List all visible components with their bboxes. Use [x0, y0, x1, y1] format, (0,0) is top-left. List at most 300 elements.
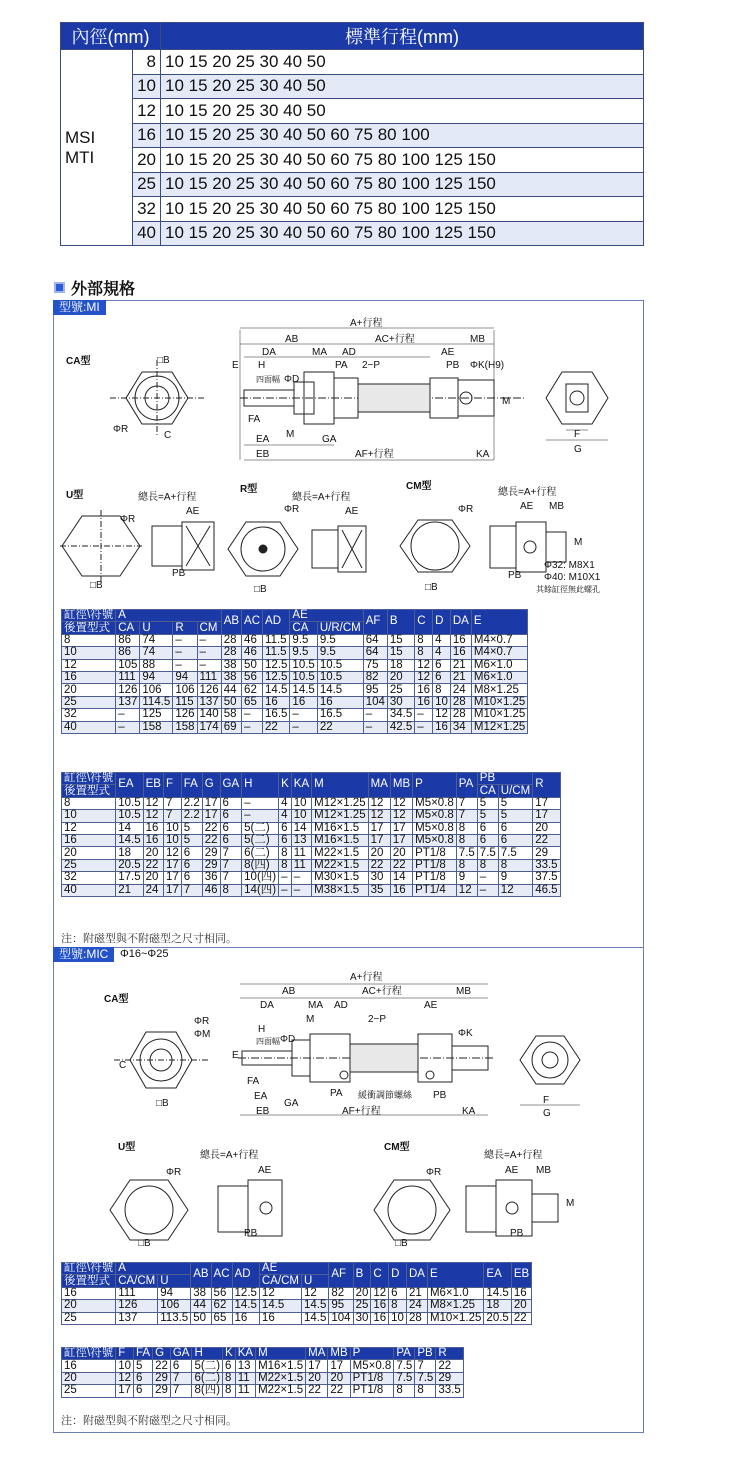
table-cell: 74: [140, 647, 173, 659]
table-row: [62, 1385, 464, 1397]
table-cell: 29: [202, 847, 220, 859]
mi-cm-label: CM型: [406, 481, 432, 492]
table-cell: E: [427, 1263, 483, 1288]
table-cell: 6: [181, 847, 202, 859]
table-cell: 7: [163, 810, 181, 822]
table-cell: U: [140, 622, 173, 634]
table-cell: 106: [158, 1300, 191, 1312]
table-cell: EB: [511, 1263, 531, 1288]
mic-g-label: G: [543, 1108, 551, 1119]
table-cell: –: [291, 872, 311, 884]
table-row: [62, 634, 528, 646]
mic-u-label: U型: [118, 1142, 136, 1153]
table-cell: 7.5: [498, 847, 532, 859]
table-cell: 104: [363, 696, 387, 708]
table-cell: 6: [433, 659, 451, 671]
table-cell: M5×0.8: [413, 797, 457, 809]
table-cell: 14.5: [290, 684, 317, 696]
table-cell: M: [256, 1348, 306, 1360]
mic-spec-table-1: [61, 1262, 532, 1325]
table-cell: –: [197, 634, 221, 646]
table-cell: 34: [450, 721, 471, 733]
mic-fa-label: FA: [247, 1076, 260, 1087]
table-cell: K: [279, 773, 292, 798]
table-cell: 7.5: [394, 1372, 415, 1384]
table-cell: 16: [433, 721, 451, 733]
table-cell: 12: [301, 1287, 328, 1299]
table-cell: 22: [202, 834, 220, 846]
table-cell: 14: [291, 822, 311, 834]
table-cell: 38: [221, 659, 241, 671]
table-cell: 12: [415, 671, 433, 683]
table-cell: 8: [456, 859, 477, 871]
table-cell: 5(二): [242, 834, 279, 846]
table-cell: 8: [389, 1300, 407, 1312]
mic-pb-label: PB: [433, 1090, 447, 1101]
table-cell: 6: [134, 1385, 153, 1397]
table-cell: EA: [484, 1263, 511, 1288]
table-cell: 7: [220, 872, 242, 884]
table-cell: 8: [498, 859, 532, 871]
table-cell: MA: [306, 1348, 328, 1360]
table-cell: 24: [450, 684, 471, 696]
table-cell: AB: [191, 1263, 211, 1288]
table-cell: 65: [211, 1312, 232, 1324]
table-cell: 4: [279, 810, 292, 822]
table-cell: 6: [220, 822, 242, 834]
stroke-row: [61, 172, 644, 197]
table-cell: 62: [242, 684, 263, 696]
table-cell: 6: [181, 872, 202, 884]
mi-r-b-label: □B: [254, 584, 267, 595]
table-cell: 20: [143, 847, 163, 859]
table-cell: 14.5: [301, 1312, 328, 1324]
table-cell: AC: [211, 1263, 232, 1288]
table-cell: 24: [406, 1300, 427, 1312]
table-cell: 82: [363, 671, 387, 683]
mic-model-tag: 型號:MIC: [53, 947, 114, 962]
table-cell: –: [197, 659, 221, 671]
table-cell: –: [415, 709, 433, 721]
mic-a-stroke-label: A+行程: [350, 972, 383, 983]
table-cell: –: [242, 810, 279, 822]
table-cell: AB: [221, 610, 241, 635]
mi-ac-stroke-label: AC+行程: [375, 334, 415, 345]
mi-a-stroke-label: A+行程: [350, 318, 383, 329]
table-cell: 7.5: [415, 1372, 436, 1384]
mic-u-phir-label: ΦR: [166, 1167, 182, 1178]
table-cell: M8×1.25: [471, 684, 527, 696]
table-cell: –: [173, 634, 197, 646]
table-cell: 22: [328, 1385, 350, 1397]
table-cell: 14.5: [301, 1300, 328, 1312]
table-row: [62, 1263, 532, 1275]
bore-cell: 10: [133, 74, 161, 99]
table-cell: 13: [235, 1360, 255, 1372]
table-cell: M6×1.0: [471, 659, 527, 671]
table-cell: 6: [223, 1360, 236, 1372]
table-cell: 16: [371, 1312, 389, 1324]
table-cell: H: [242, 773, 279, 798]
table-cell: U: [158, 1275, 191, 1287]
table-cell: 46: [242, 647, 263, 659]
table-row: [62, 810, 561, 822]
model-msi: MSI: [65, 127, 96, 147]
mi-pa-label: PA: [335, 360, 348, 371]
table-cell: 16: [143, 822, 163, 834]
table-cell: 105: [116, 659, 140, 671]
table-cell: –: [242, 797, 279, 809]
table-cell: 8: [279, 847, 292, 859]
table-cell: 28: [450, 696, 471, 708]
table-cell: 12: [415, 659, 433, 671]
table-cell: 6: [170, 1360, 192, 1372]
mic-2p-label: 2−P: [368, 1014, 387, 1025]
mic-ae-label: AE: [424, 1000, 438, 1011]
table-cell: P: [413, 773, 457, 798]
table-cell: 86: [116, 634, 140, 646]
stroke-table: [60, 22, 644, 246]
table-cell: 125: [140, 709, 173, 721]
mi-2p-label: 2−P: [362, 360, 381, 371]
table-cell: EB: [143, 773, 163, 798]
table-cell: –: [116, 721, 140, 733]
table-cell: PT1/4: [413, 884, 457, 896]
table-cell: –: [290, 709, 317, 721]
table-cell: 10.5: [317, 659, 363, 671]
table-cell: 12: [371, 1287, 389, 1299]
table-cell: 20: [306, 1372, 328, 1384]
strokes-cell: 10 15 20 25 30 40 50 60 75 80 100 125 150: [161, 148, 644, 173]
table-cell: F: [163, 773, 181, 798]
mic-u-b-label: □B: [138, 1238, 151, 1249]
table-cell: 5(二): [192, 1360, 223, 1372]
table-cell: 34.5: [387, 709, 414, 721]
mi-ae-label: AE: [441, 347, 455, 358]
table-cell: M22×1.5: [256, 1385, 306, 1397]
table-cell: 7: [456, 810, 477, 822]
mi-e-label: E: [232, 360, 239, 371]
table-cell: 10: [291, 797, 311, 809]
table-cell: 4: [433, 634, 451, 646]
table-cell: 25: [353, 1300, 371, 1312]
table-cell: 20.5: [116, 859, 143, 871]
mic-da-label: DA: [260, 1000, 274, 1011]
table-cell: 126: [116, 684, 140, 696]
stroke-row: [61, 148, 644, 173]
strokes-cell: 10 15 20 25 30 40 50 60 75 80 100 125 150: [161, 172, 644, 197]
table-cell: 29: [153, 1385, 171, 1397]
mi-ga-label: GA: [322, 434, 337, 445]
table-cell: –: [363, 709, 387, 721]
table-cell: 115: [173, 696, 197, 708]
table-cell: 16: [62, 671, 116, 683]
table-cell: 11: [291, 859, 311, 871]
table-cell: 12: [163, 847, 181, 859]
mi-u-phir-label: ΦR: [120, 514, 136, 525]
table-cell: 16: [415, 696, 433, 708]
table-cell: 20.5: [484, 1312, 511, 1324]
table-cell: 65: [242, 696, 263, 708]
mic-cm-m-label: M: [566, 1198, 575, 1209]
mi-phik-label: ΦK(H9): [470, 360, 505, 371]
table-cell: 94: [173, 671, 197, 683]
table-cell: C: [371, 1263, 389, 1288]
mi-spec-table-2: [61, 772, 561, 897]
mi-cm-phir-label: ΦR: [458, 504, 474, 515]
mi-u-label: U型: [66, 490, 84, 501]
strokes-cell: 10 15 20 25 30 40 50: [161, 74, 644, 99]
mic-cm-hex-view: [374, 1180, 558, 1240]
table-cell: K: [223, 1348, 236, 1360]
mic-pa-label: PA: [330, 1088, 343, 1099]
table-cell: –: [477, 872, 498, 884]
table-cell: 10: [116, 1360, 134, 1372]
table-cell: 94: [140, 671, 173, 683]
table-cell: 8: [433, 684, 451, 696]
table-cell: 16: [143, 834, 163, 846]
table-cell: 11: [235, 1385, 255, 1397]
table-cell: 16.5: [263, 709, 290, 721]
table-cell: –: [415, 721, 433, 733]
bore-cell: 16: [133, 123, 161, 148]
mi-cm-note2: Φ40: M10X1: [544, 572, 601, 583]
table-cell: 6(二): [242, 847, 279, 859]
square-bullet-icon: [54, 282, 65, 293]
table-cell: 14.5: [232, 1300, 259, 1312]
table-cell: 106: [140, 684, 173, 696]
table-cell: 29: [533, 847, 560, 859]
table-cell: 30: [368, 872, 390, 884]
mi-m-side-label: M: [502, 396, 511, 407]
table-cell: 22: [511, 1312, 531, 1324]
table-cell: 17: [533, 797, 560, 809]
table-cell: PT1/8: [413, 847, 457, 859]
table-cell: 20: [143, 872, 163, 884]
table-cell: M16×1.5: [256, 1360, 306, 1372]
table-cell: 16: [62, 1287, 116, 1299]
mic-mb-label: MB: [456, 986, 471, 997]
table-cell: 15: [387, 634, 414, 646]
table-cell: 17: [163, 884, 181, 896]
table-cell: M: [312, 773, 368, 798]
table-cell: 6: [279, 822, 292, 834]
table-cell: M4×0.7: [471, 647, 527, 659]
table-cell: 22: [368, 859, 390, 871]
table-cell: AF: [363, 610, 387, 635]
section-title: [54, 276, 135, 299]
table-cell: 16: [232, 1312, 259, 1324]
table-cell: 缸徑\符號: [62, 1348, 116, 1360]
table-cell: –: [290, 721, 317, 733]
table-cell: 75: [363, 659, 387, 671]
mi-eb-label: EB: [256, 449, 270, 460]
mi-u-ae-label: AE: [186, 506, 200, 517]
table-cell: 32: [62, 709, 116, 721]
table-cell: M6×1.0: [427, 1287, 483, 1299]
table-cell: 44: [191, 1300, 211, 1312]
table-cell: 17: [306, 1360, 328, 1372]
table-cell: 10: [62, 810, 116, 822]
table-cell: KA: [291, 773, 311, 798]
table-cell: 4: [433, 647, 451, 659]
table-cell: 5: [498, 797, 532, 809]
table-cell: 9.5: [290, 647, 317, 659]
table-cell: 11: [291, 847, 311, 859]
mi-af-stroke-label: AF+行程: [355, 449, 394, 460]
table-cell: 16: [511, 1287, 531, 1299]
table-cell: KA: [235, 1348, 255, 1360]
mic-cm-pb-label: PB: [510, 1228, 524, 1239]
table-cell: 7: [220, 859, 242, 871]
table-cell: AF: [329, 1263, 353, 1288]
mic-cm-ae-label: AE: [505, 1165, 519, 1176]
table-cell: 20: [62, 684, 116, 696]
mic-ca-right-view: [520, 1036, 580, 1105]
table-cell: CM: [197, 622, 221, 634]
table-row: [62, 773, 561, 785]
table-cell: CA: [290, 622, 317, 634]
table-cell: 113.5: [158, 1312, 191, 1324]
table-cell: 28: [221, 647, 241, 659]
table-cell: 21: [450, 659, 471, 671]
mic-ca-hex-view: [114, 1032, 210, 1088]
mi-u-total-label: 總長=A+行程: [138, 492, 197, 503]
mic-cm-mb-label: MB: [536, 1165, 551, 1176]
mi-cm-m-label: M: [574, 537, 583, 548]
bore-cell: 20: [133, 148, 161, 173]
table-cell: 38: [191, 1287, 211, 1299]
table-cell: 12: [390, 797, 412, 809]
table-cell: M10×1.25: [471, 696, 527, 708]
table-cell: 158: [140, 721, 173, 733]
table-cell: 20: [368, 847, 390, 859]
mi-ea-label: EA: [256, 434, 270, 445]
strokes-cell: 10 15 20 25 30 40 50: [161, 99, 644, 124]
table-cell: 14.5: [116, 834, 143, 846]
bore-cell: 40: [133, 221, 161, 246]
table-cell: 8: [394, 1385, 415, 1397]
table-cell: DA: [406, 1263, 427, 1288]
table-cell: 5: [477, 810, 498, 822]
mic-ga-label: GA: [284, 1098, 299, 1109]
mic-ma-label: MA: [308, 1000, 323, 1011]
table-row: [62, 709, 528, 721]
bore-cell: 12: [133, 99, 161, 124]
table-cell: 10: [291, 810, 311, 822]
mic-e-label: E: [232, 1050, 239, 1061]
mic-u-pb-label: PB: [244, 1228, 258, 1239]
table-cell: 17: [202, 810, 220, 822]
table-cell: U: [301, 1275, 328, 1287]
table-cell: 29: [153, 1372, 171, 1384]
table-cell: 12.5: [263, 671, 290, 683]
mic-flat-label: 四面幅: [256, 1037, 280, 1046]
table-cell: 7: [181, 884, 202, 896]
table-cell: 11.5: [263, 647, 290, 659]
table-cell: –: [173, 659, 197, 671]
table-cell: EA: [116, 773, 143, 798]
table-cell: 8: [62, 634, 116, 646]
model-mti: MTI: [65, 147, 95, 167]
mi-flat-label: 四面幅: [256, 375, 280, 384]
mi-u-pb-label: PB: [172, 568, 186, 579]
strokes-cell: 10 15 20 25 30 40 50: [161, 50, 644, 75]
table-cell: M16×1.5: [312, 834, 368, 846]
table-cell: 6: [134, 1372, 153, 1384]
table-cell: B: [353, 1263, 371, 1288]
mi-ad-label: AD: [342, 347, 356, 358]
table-cell: 5: [181, 834, 202, 846]
table-cell: 22: [143, 859, 163, 871]
table-cell: 5: [181, 822, 202, 834]
table-row: [62, 822, 561, 834]
table-cell: D: [433, 610, 451, 635]
mic-cm-phir-label: ΦR: [426, 1167, 442, 1178]
table-cell: 12: [498, 884, 532, 896]
table-cell: M5×0.8: [413, 822, 457, 834]
table-row: [62, 659, 528, 671]
table-cell: 126: [116, 1300, 158, 1312]
table-cell: 7: [220, 847, 242, 859]
table-cell: M10×1.25: [427, 1312, 483, 1324]
table-cell: PA: [394, 1348, 415, 1360]
table-cell: 6: [389, 1287, 407, 1299]
table-cell: 12: [143, 797, 163, 809]
table-cell: 17: [390, 834, 412, 846]
table-cell: 7: [415, 1360, 436, 1372]
table-cell: 30: [353, 1312, 371, 1324]
table-cell: H: [192, 1348, 223, 1360]
mic-ka-label: KA: [462, 1106, 476, 1117]
table-cell: A: [116, 610, 222, 622]
table-cell: 7.5: [456, 847, 477, 859]
table-cell: P: [350, 1348, 394, 1360]
table-cell: R: [173, 622, 197, 634]
table-cell: 16: [259, 1312, 301, 1324]
table-cell: M5×0.8: [350, 1360, 394, 1372]
table-cell: –: [197, 647, 221, 659]
table-cell: 88: [140, 659, 173, 671]
table-cell: 7: [170, 1385, 192, 1397]
table-cell: 24: [143, 884, 163, 896]
table-cell: 56: [242, 671, 263, 683]
table-cell: AE: [290, 610, 363, 622]
table-row: [62, 884, 561, 896]
strokes-cell: 10 15 20 25 30 40 50 60 75 80 100 125 150: [161, 221, 644, 246]
table-cell: 10: [433, 696, 451, 708]
table-cell: 56: [211, 1287, 232, 1299]
table-cell: 21: [450, 671, 471, 683]
table-cell: 62: [211, 1300, 232, 1312]
table-cell: 46: [202, 884, 220, 896]
mi-spec-table-1: [61, 609, 528, 734]
mi-da-label: DA: [262, 347, 276, 358]
table-cell: –: [477, 884, 498, 896]
table-cell: 17: [163, 859, 181, 871]
table-cell: FA: [181, 773, 202, 798]
table-row: [62, 684, 528, 696]
stroke-table-header: [61, 23, 644, 50]
table-cell: 18: [387, 659, 414, 671]
mic-spec-table-2: [61, 1347, 464, 1398]
table-cell: 18: [484, 1300, 511, 1312]
mic-ad-label: AD: [334, 1000, 348, 1011]
stroke-row: [61, 197, 644, 222]
table-cell: 後置型式: [62, 622, 116, 634]
table-cell: 13: [291, 834, 311, 846]
table-cell: 後置型式: [62, 1275, 116, 1287]
